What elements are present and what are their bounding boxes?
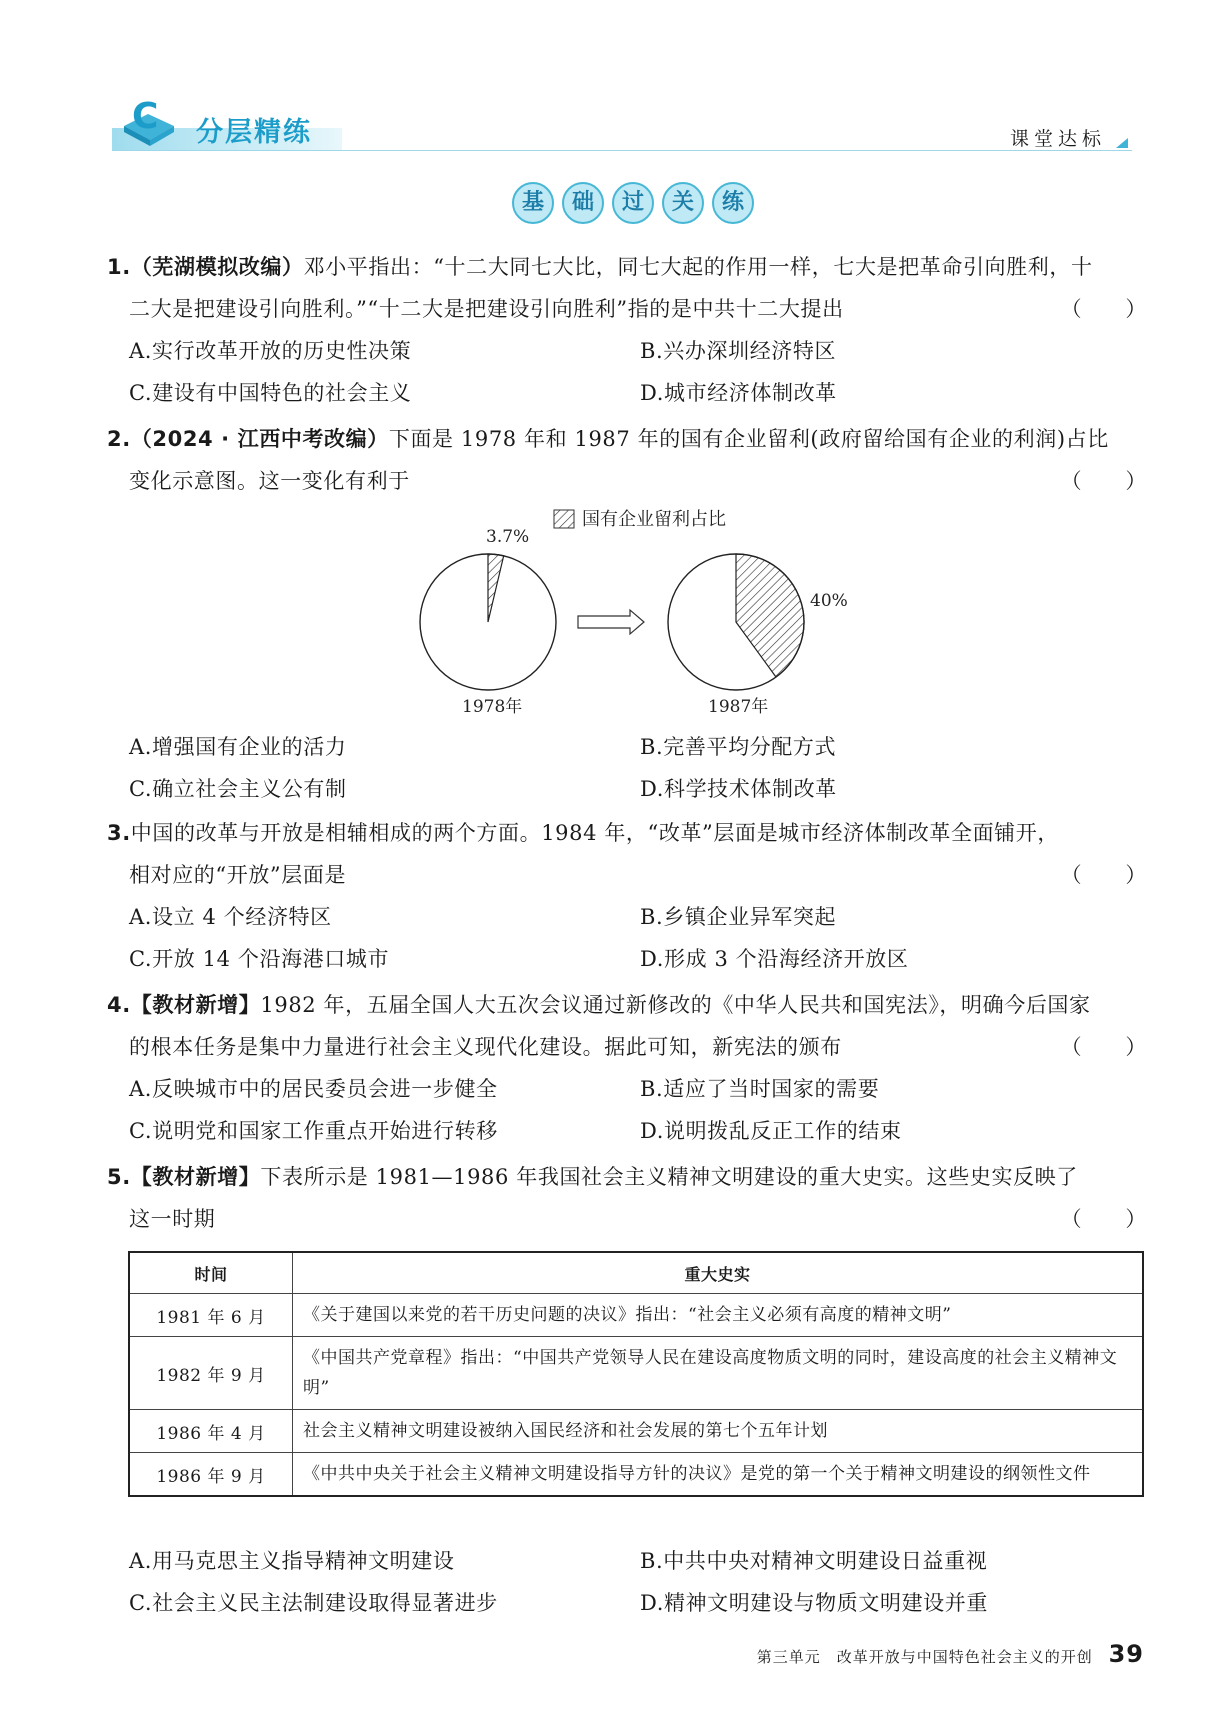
- question-stem-cont: 相对应的“开放”层面是: [129, 863, 347, 887]
- table-cell-fact: 《中共中央关于社会主义精神文明建设指导方针的决议》是党的第一个关于精神文明建设的纲领性文件: [293, 1453, 1144, 1497]
- question-stem-cont: 变化示意图。这一变化有利于: [129, 469, 410, 493]
- table-cell-fact: 《关于建国以来党的若干历史问题的决议》指出：“社会主义必须有高度的精神文明”: [293, 1294, 1144, 1337]
- answer-paren[interactable]: （ ）: [1060, 1207, 1147, 1231]
- answer-paren[interactable]: （ ）: [1060, 469, 1147, 493]
- question-1: [107, 246, 1147, 330]
- question-stem: 邓小平指出：“十二大同七大比，同七大起的作用一样，七大是把革命引向胜利，十: [303, 255, 1093, 279]
- question-4: [107, 984, 1147, 1068]
- pie-1987-value-label: 40%: [810, 591, 848, 611]
- option-d[interactable]: D.说明拨乱反正工作的结束: [640, 1119, 902, 1143]
- pie-chart-figure: [400, 500, 848, 725]
- table-header-time: 时间: [129, 1252, 293, 1294]
- question-2: [107, 418, 1147, 502]
- question-tag: （2024 · 江西中考改编）: [130, 427, 389, 451]
- page-number: 39: [1108, 1640, 1144, 1668]
- table-row: [129, 1294, 1143, 1337]
- footer-unit-title: 第三单元 改革开放与中国特色社会主义的开创: [756, 1648, 1093, 1666]
- question-number: 1.: [107, 255, 131, 279]
- option-a[interactable]: A.用马克思主义指导精神文明建设: [129, 1549, 455, 1573]
- question-number: 4.: [107, 993, 131, 1017]
- option-d[interactable]: D.城市经济体制改革: [640, 381, 837, 405]
- option-a[interactable]: A.增强国有企业的活力: [129, 735, 347, 759]
- table-row: [129, 1453, 1143, 1497]
- section-title-char: 基: [512, 182, 554, 224]
- option-a[interactable]: A.反映城市中的居民委员会进一步健全: [129, 1077, 498, 1101]
- question-stem-cont: 二大是把建设引向胜利。”“十二大是把建设引向胜利”指的是中共十二大提出: [129, 297, 844, 321]
- table-cell-time: 1981 年 6 月: [129, 1294, 293, 1337]
- question-stem: 下表所示是 1981—1986 年我国社会主义精神文明建设的重大史实。这些史实反映了: [260, 1165, 1078, 1189]
- question-tag: 【教材新增】: [130, 993, 261, 1017]
- table-cell-time: 1986 年 9 月: [129, 1453, 293, 1497]
- question-tag: （芜湖模拟改编）: [130, 255, 304, 279]
- option-b[interactable]: B.适应了当时国家的需要: [640, 1077, 880, 1101]
- option-b[interactable]: B.完善平均分配方式: [640, 735, 837, 759]
- table-cell-fact: 社会主义精神文明建设被纳入国民经济和社会发展的第七个五年计划: [293, 1410, 1144, 1453]
- option-b[interactable]: B.兴办深圳经济特区: [640, 339, 837, 363]
- header-triangle-icon: [1116, 138, 1128, 148]
- page-footer: [757, 1640, 1144, 1668]
- table-cell-fact: 《中国共产党章程》指出：“中国共产党领导人民在建设高度物质文明的同时，建设高度的社会主义精神文明”: [293, 1337, 1144, 1410]
- option-c[interactable]: C.确立社会主义公有制: [129, 777, 347, 801]
- question-number: 3.: [107, 821, 131, 845]
- section-title-char: 关: [662, 182, 704, 224]
- table-row: [129, 1337, 1143, 1410]
- header-right-label: 课堂达标: [1010, 128, 1107, 150]
- option-c[interactable]: C.社会主义民主法制建设取得显著进步: [129, 1591, 498, 1615]
- table-row: [129, 1410, 1143, 1453]
- question-stem: 1982 年，五届全国人大五次会议通过新修改的《中华人民共和国宪法》，明确今后国家: [260, 993, 1091, 1017]
- section-title-char: 过: [612, 182, 654, 224]
- table-header-facts: 重大史实: [293, 1252, 1144, 1294]
- option-d[interactable]: D.科学技术体制改革: [640, 777, 837, 801]
- option-d[interactable]: D.形成 3 个沿海经济开放区: [640, 947, 909, 971]
- option-c[interactable]: C.建设有中国特色的社会主义: [129, 381, 412, 405]
- section-title-char: 练: [712, 182, 754, 224]
- header-title: 分层精练: [196, 117, 312, 148]
- option-a[interactable]: A.设立 4 个经济特区: [129, 905, 332, 929]
- section-title: [508, 182, 758, 224]
- history-facts-table: [128, 1251, 1144, 1497]
- question-stem: 下面是 1978 年和 1987 年的国有企业留利(政府留给国有企业的利润)占比: [388, 427, 1109, 451]
- option-d[interactable]: D.精神文明建设与物质文明建设并重: [640, 1591, 988, 1615]
- header-rule: [112, 150, 1132, 151]
- legend-label: 国有企业留利占比: [582, 509, 726, 530]
- answer-paren[interactable]: （ ）: [1060, 297, 1147, 321]
- option-b[interactable]: B.中共中央对精神文明建设日益重视: [640, 1549, 988, 1573]
- section-title-char: 础: [562, 182, 604, 224]
- legend-swatch: [554, 510, 574, 528]
- question-number: 5.: [107, 1165, 131, 1189]
- pie-1978-value-label: 3.7%: [486, 527, 530, 547]
- table-cell-time: 1982 年 9 月: [129, 1337, 293, 1410]
- question-number: 2.: [107, 427, 131, 451]
- option-a[interactable]: A.实行改革开放的历史性决策: [129, 339, 412, 363]
- question-stem-cont: 这一时期: [129, 1207, 216, 1231]
- arrow-right-icon: [578, 610, 644, 634]
- table-header-row: [129, 1252, 1143, 1294]
- table-cell-time: 1986 年 4 月: [129, 1410, 293, 1453]
- question-tag: 【教材新增】: [130, 1165, 261, 1189]
- header-letter: C: [132, 96, 159, 137]
- pie-1987-year-label: 1987年: [708, 697, 769, 717]
- question-stem-cont: 的根本任务是集中力量进行社会主义现代化建设。据此可知，新宪法的颁布: [129, 1035, 842, 1059]
- question-3: [107, 812, 1147, 896]
- answer-paren[interactable]: （ ）: [1060, 863, 1147, 887]
- option-c[interactable]: C.说明党和国家工作重点开始进行转移: [129, 1119, 498, 1143]
- pie-1978-year-label: 1978年: [462, 697, 523, 717]
- question-5: [107, 1156, 1147, 1240]
- option-c[interactable]: C.开放 14 个沿海港口城市: [129, 947, 390, 971]
- answer-paren[interactable]: （ ）: [1060, 1035, 1147, 1059]
- question-stem: 中国的改革与开放是相辅相成的两个方面。1984 年，“改革”层面是城市经济体制改革全面铺开，: [130, 821, 1059, 845]
- option-b[interactable]: B.乡镇企业异军突起: [640, 905, 837, 929]
